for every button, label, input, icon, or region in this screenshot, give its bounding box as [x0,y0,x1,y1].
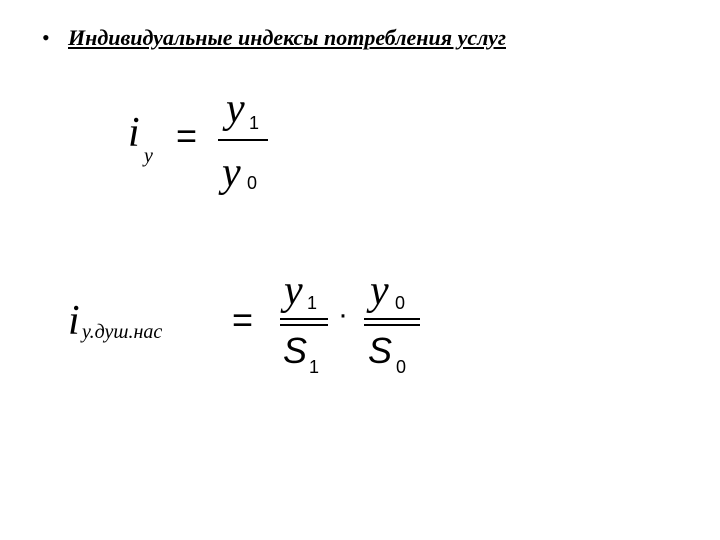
formula2-lhs-var: i [68,298,80,344]
formula1-lhs-var: i [128,110,140,156]
formula2-frac2-bar-bottom [364,324,420,326]
bullet-line [42,24,506,52]
formula2-frac2-num-sub: 0 [395,293,406,313]
formula2-frac1-num-sub: 1 [307,293,318,313]
formula2-frac2-den-var: S [368,330,393,371]
formula1-num-sub: 1 [249,113,260,133]
formula2-multiply-dot: · [338,298,348,331]
formula1-num-var: y [226,86,245,132]
formula2-frac2-num-var: y [370,268,389,314]
formula2-lhs-sub: у.душ.нас [82,321,163,343]
formula2-equals: = [232,299,254,340]
formula1-lhs-sub: у [144,145,153,167]
formula2-frac1-den-sub: 1 [309,357,320,377]
slide-heading: Индивидуальные индексы потребления услуг [68,25,506,50]
formula1-den-sub: 0 [247,173,258,193]
formula2-frac2-den-sub: 0 [396,357,407,377]
bullet-marker: • [42,25,50,50]
formula2-frac2-bar-top [364,318,420,320]
formula1-fraction-bar [218,139,268,141]
formula1-den-var: y [222,150,241,196]
formula1-equals: = [176,115,198,156]
formula2-frac1-den-var: S [283,330,308,371]
formula2-frac1-bar-bottom [280,324,328,326]
formula2-frac1-bar-top [280,318,328,320]
formula2-frac1-num-var: y [284,268,303,314]
